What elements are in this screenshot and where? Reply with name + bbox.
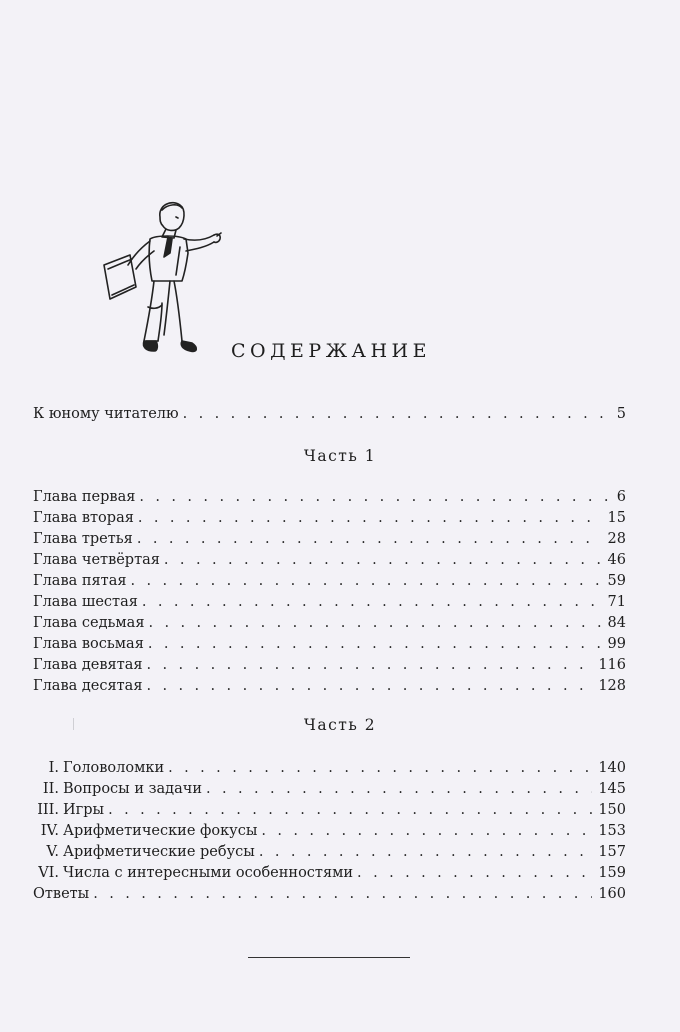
chapter-label: Глава девятая xyxy=(33,657,143,673)
chapter-page: 28 xyxy=(607,531,626,547)
section-page: 153 xyxy=(598,823,626,839)
toc-row-chapter-8 xyxy=(33,634,626,656)
dot-leader xyxy=(183,404,608,424)
answers-label: Ответы xyxy=(33,886,90,902)
toc-row-chapter-6 xyxy=(33,592,626,614)
toc-row-section-2 xyxy=(33,779,626,801)
bottom-rule xyxy=(248,957,410,958)
toc-row-chapter-10 xyxy=(33,676,626,698)
chapter-label: Глава восьмая xyxy=(33,636,144,652)
chapter-page: 84 xyxy=(607,615,626,631)
section-page: 140 xyxy=(598,760,626,776)
toc-row-chapter-1 xyxy=(33,487,626,509)
section-label: Игры xyxy=(63,802,105,818)
toc-title: СОДЕРЖАНИЕ xyxy=(231,340,431,362)
chapter-label: Глава шестая xyxy=(33,594,138,610)
toc-row-section-4 xyxy=(33,821,626,843)
dot-leader xyxy=(139,487,608,507)
chapter-label: Глава седьмая xyxy=(33,615,145,631)
chapter-label: Глава вторая xyxy=(33,510,134,526)
answers-page: 160 xyxy=(598,886,626,902)
section-label: Головоломки xyxy=(63,760,165,776)
toc-row-chapter-7 xyxy=(33,613,626,635)
boy-illustration xyxy=(88,195,223,360)
chapter-label: Глава четвёртая xyxy=(33,552,160,568)
toc-row-answers xyxy=(33,884,626,906)
section-number: V. xyxy=(46,844,59,860)
toc-row-chapter-2 xyxy=(33,508,626,530)
chapter-page: 128 xyxy=(598,678,626,694)
dot-leader xyxy=(164,550,602,570)
chapter-page: 116 xyxy=(598,657,626,673)
toc-row-intro xyxy=(33,404,626,426)
dot-leader xyxy=(131,571,602,591)
toc-row-section-3 xyxy=(33,800,626,822)
dot-leader xyxy=(206,779,592,799)
section-label: Числа с интересными особенностями xyxy=(63,865,354,881)
toc-row-chapter-3 xyxy=(33,529,626,551)
part-2-heading: Часть 2 xyxy=(303,716,377,734)
dot-leader xyxy=(261,821,592,841)
toc-intro-label: К юному читателю xyxy=(33,406,179,422)
chapter-page: 71 xyxy=(607,594,626,610)
dot-leader xyxy=(357,863,592,883)
toc-row-section-6 xyxy=(33,863,626,885)
chapter-page: 59 xyxy=(607,573,626,589)
section-number: I. xyxy=(48,760,59,776)
section-label: Вопросы и задачи xyxy=(63,781,202,797)
dot-leader xyxy=(138,508,602,528)
section-label: Арифметические ребусы xyxy=(63,844,255,860)
section-number: II. xyxy=(42,781,59,797)
section-label: Арифметические фокусы xyxy=(63,823,258,839)
dot-leader xyxy=(137,529,602,549)
section-number: III. xyxy=(37,802,59,818)
dot-leader xyxy=(93,884,592,904)
dot-leader xyxy=(148,634,602,654)
chapter-page: 6 xyxy=(616,489,626,505)
chapter-label: Глава третья xyxy=(33,531,133,547)
toc-row-section-1 xyxy=(33,758,626,780)
toc-row-chapter-5 xyxy=(33,571,626,593)
chapter-page: 15 xyxy=(607,510,626,526)
dot-leader xyxy=(168,758,592,778)
part-1-heading: Часть 1 xyxy=(303,447,377,465)
chapter-page: 46 xyxy=(607,552,626,568)
chapter-label: Глава десятая xyxy=(33,678,143,694)
dot-leader xyxy=(108,800,592,820)
section-page: 145 xyxy=(598,781,626,797)
chapter-page: 99 xyxy=(607,636,626,652)
dot-leader xyxy=(259,842,592,862)
toc-intro-page: 5 xyxy=(616,406,626,422)
dot-leader xyxy=(142,592,602,612)
section-page: 159 xyxy=(598,865,626,881)
dot-leader xyxy=(147,655,593,675)
toc-row-chapter-9 xyxy=(33,655,626,677)
dot-leader xyxy=(146,676,592,696)
chapter-label: Глава пятая xyxy=(33,573,127,589)
section-number: VI. xyxy=(38,865,59,881)
dot-leader xyxy=(148,613,601,633)
section-page: 150 xyxy=(598,802,626,818)
section-page: 157 xyxy=(598,844,626,860)
toc-row-section-5 xyxy=(33,842,626,864)
section-number: IV. xyxy=(40,823,59,839)
chapter-label: Глава первая xyxy=(33,489,136,505)
toc-row-chapter-4 xyxy=(33,550,626,572)
